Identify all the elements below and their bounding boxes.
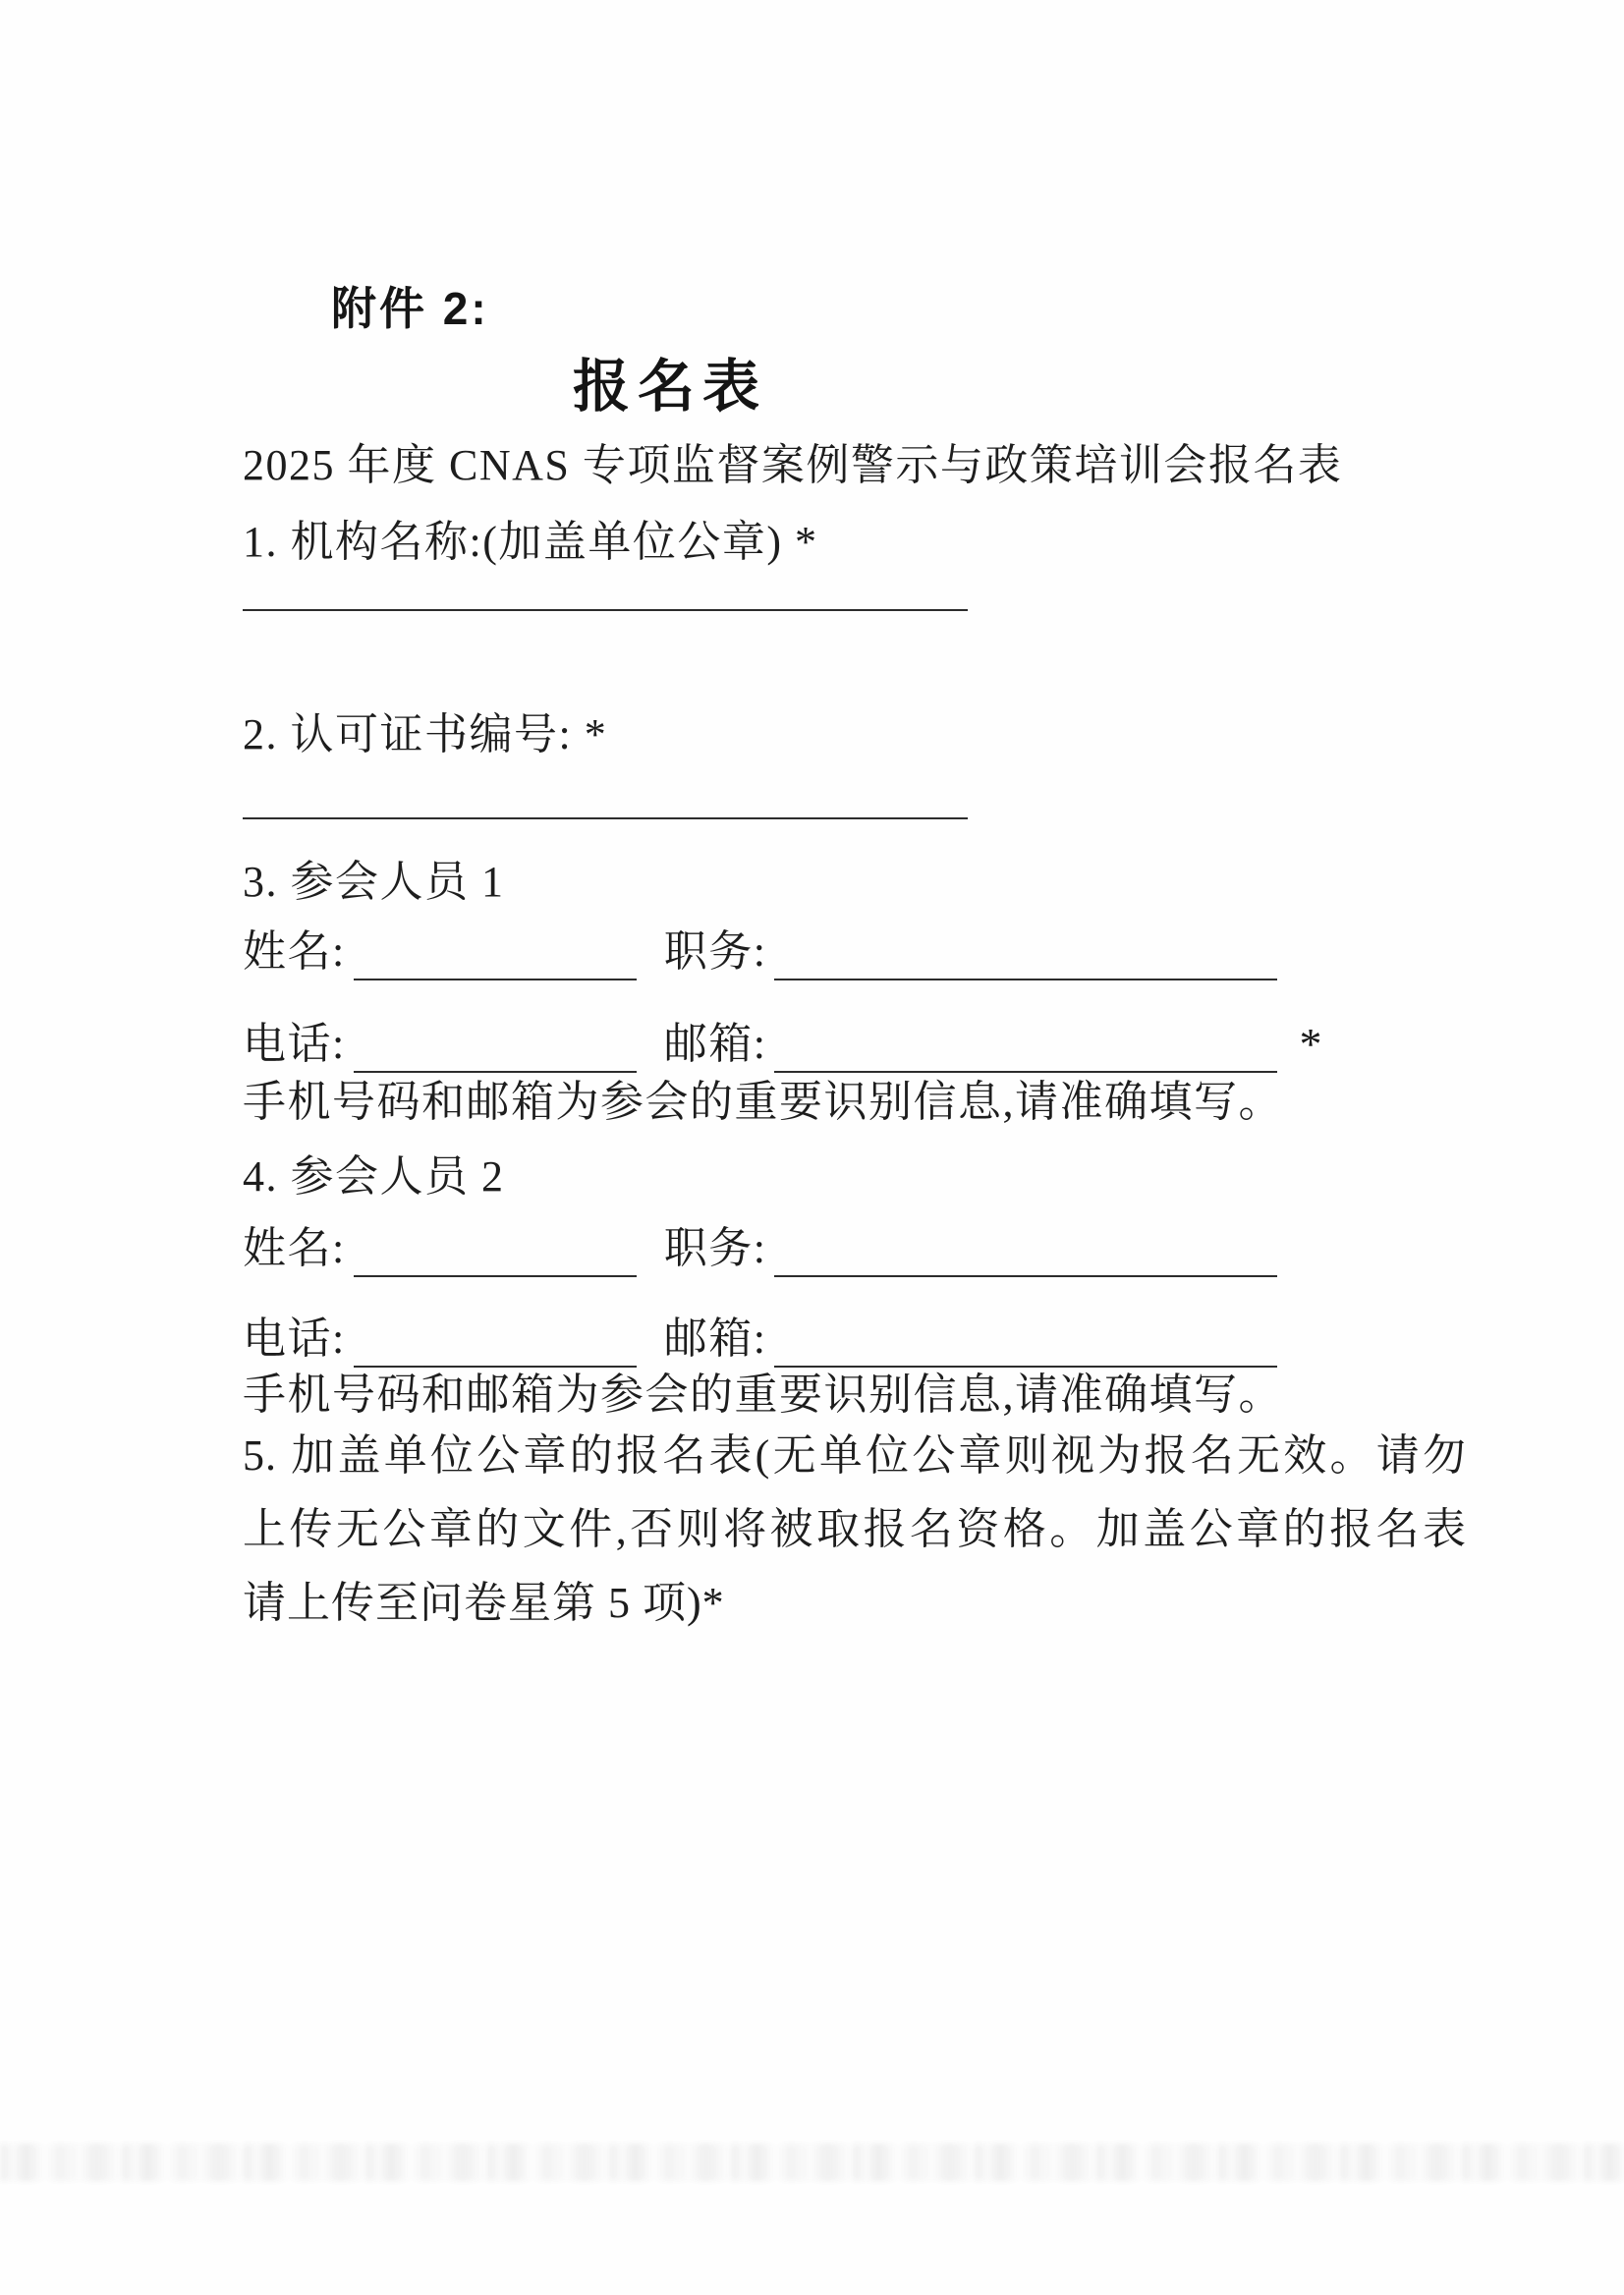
item-5-line-3: 请上传至问卷星第 5 项)*	[243, 1579, 725, 1627]
phone-blank-line	[354, 1318, 637, 1368]
participant1-name-row	[243, 924, 1277, 980]
item-3-participant-1: 3. 参会人员 1	[243, 858, 505, 906]
org-name-blank-line	[243, 609, 968, 611]
cert-number-blank-line	[243, 817, 968, 819]
phone-blank-line	[354, 1024, 637, 1073]
phone-label: 电话:	[243, 1315, 346, 1363]
form-title: 报名表	[573, 355, 768, 419]
email-blank-line	[774, 1318, 1277, 1368]
position-blank-line	[774, 1228, 1277, 1277]
required-asterisk: *	[1299, 1019, 1322, 1069]
email-label: 邮箱:	[663, 1315, 767, 1363]
item-5-line-2: 上传无公章的文件,否则将被取报名资格。加盖公章的报名表	[243, 1505, 1467, 1553]
email-blank-line	[774, 1024, 1277, 1073]
item-2-cert-number: 2. 认可证书编号: *	[243, 710, 608, 758]
form-subtitle: 2025 年度 CNAS 专项监督案例警示与政策培训会报名表	[243, 441, 1343, 489]
position-blank-line	[774, 931, 1277, 980]
email-label: 邮箱:	[663, 1020, 767, 1068]
participant2-name-row	[243, 1220, 1277, 1277]
name-blank-line	[354, 1228, 637, 1277]
position-label: 职务:	[663, 927, 767, 976]
scan-artifact-band	[0, 2144, 1624, 2181]
item-4-participant-2: 4. 参会人员 2	[243, 1152, 505, 1201]
item-5-stamp-requirement	[243, 1419, 1467, 1640]
item-5-line-1: 5. 加盖单位公章的报名表(无单位公章则视为报名无效。请勿	[243, 1431, 1467, 1480]
attachment-label: 附件 2:	[331, 283, 489, 334]
phone-label: 电话:	[243, 1020, 346, 1068]
note-participant-2: 手机号码和邮箱为参会的重要识别信息,请准确填写。	[243, 1371, 1283, 1419]
name-blank-line	[354, 931, 637, 980]
position-label: 职务:	[663, 1224, 767, 1272]
participant2-contact-row	[243, 1311, 1277, 1368]
participant1-contact-row	[243, 1016, 1321, 1073]
note-participant-1: 手机号码和邮箱为参会的重要识别信息,请准确填写。	[243, 1078, 1283, 1126]
name-label: 姓名:	[243, 927, 346, 976]
name-label: 姓名:	[243, 1224, 346, 1272]
item-1-org-name: 1. 机构名称:(加盖单位公章) *	[243, 518, 818, 566]
